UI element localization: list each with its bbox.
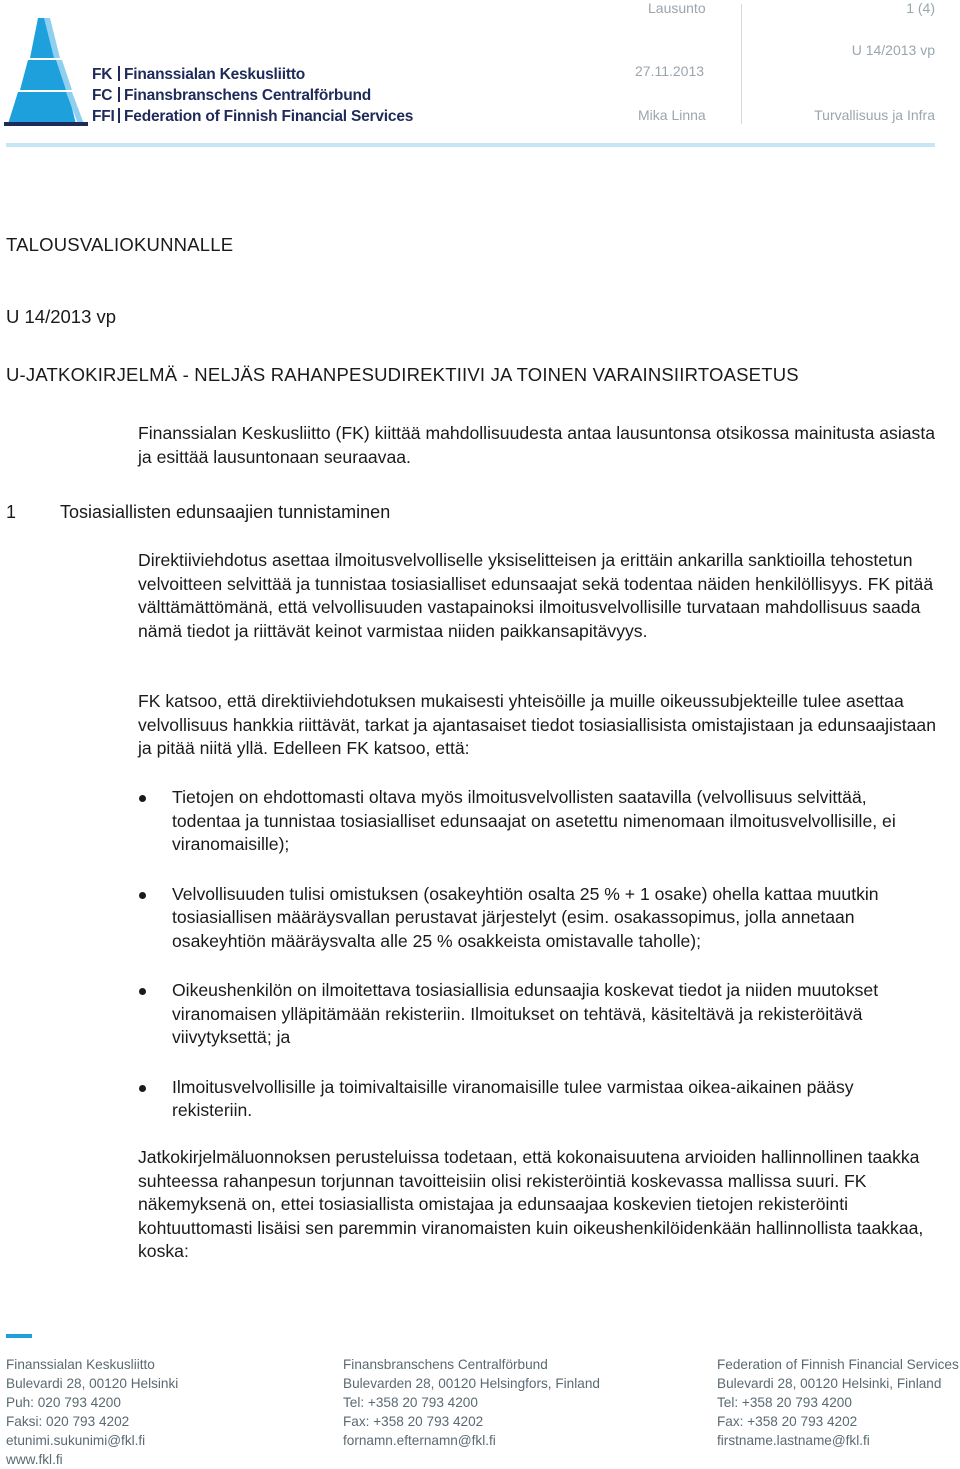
author-unit: Turvallisuus ja Infra [814,107,935,123]
bullet-list [138,786,938,1149]
doc-date: 27.11.2013 [635,63,705,79]
footer-column-en [717,1355,959,1450]
section-paragraph-3: Jatkokirjelmäluonnoksen perusteluissa todetaan, että kokonaisuutena arvioiden hallinnollinen taakka suhteessa rahanpesun torjunnan tavoitteisiin olisi rekisteröintiä koskevassa mallissa suuri. FK näkemyksenä on, ettei tosiasiallista omistajaa ja edunsaajaa koskevien tietojen rekisteröinti kohtuuttomasti lisäisi sen paremmin viranomaisten kuin oikeushenkilöidenkään hallinnollista taakkaa, koska: [138,1147,924,1261]
footer-email: fornamn.efternamn@fkl.fi [343,1433,496,1448]
footer-org-name: Finansbranschens Centralförbund [343,1357,548,1372]
footer-org-name: Finanssialan Keskusliitto [6,1357,155,1372]
document-reference: U 14/2013 vp [6,306,117,327]
intro-paragraph: Finanssialan Keskusliitto (FK) kiittää mahdollisuudesta antaa lausuntonsa otsikossa mainitusta asiasta ja esittää lausuntonaan seuraavaa. [138,423,936,467]
section-paragraph-2: FK katsoo, että direktiiviehdotuksen mukaisesti yhteisöille ja muille oikeussubjekteille tulee asettaa velvollisuus hankkia riittävät, tarkat ja ajantasaiset tiedot tosiasiallisista omistajistaan ja edunsaajistaan ja pitää niitä yllä. Edelleen FK katsoo, että: [138,691,936,758]
footer-phone: Tel: +358 20 793 4200 [717,1395,852,1410]
footer-email: firstname.lastname@fkl.fi [717,1433,870,1448]
footer-website: www.fkl.fi [6,1452,63,1467]
section-number: 1 [6,502,17,522]
list-item: Tietojen on ehdottomasti oltava myös ilmoitusvelvollisten saatavilla (velvollisuus selvittää, todentaa ja tunnistaa tosiasialliset edunsaajat on asetettu nimenomaan ilmoitusvelvollisille, ei viranomaisille); [138,786,938,857]
page-counter: 1 (4) [906,0,935,16]
header-reference: U 14/2013 vp [851,42,935,58]
bullet-icon [139,795,146,802]
section-heading [6,502,390,523]
recipient: TALOUSVALIOKUNNALLE [6,234,234,255]
footer-accent-rule [6,1334,32,1338]
footer-address: Bulevardi 28, 00120 Helsinki, Finland [717,1376,942,1391]
footer-address: Bulevardi 28, 00120 Helsinki [6,1376,179,1391]
footer-fax: Faksi: 020 793 4202 [6,1414,130,1429]
footer-phone: Puh: 020 793 4200 [6,1395,121,1410]
logo-line-ffi: FFI Federation of Finnish Financial Services [92,108,414,125]
footer-column-fi [6,1355,178,1469]
header-rule [6,143,935,147]
list-item: Ilmoitusvelvollisille ja toimivaltaisille viranomaisille tulee varmistaa oikea-aikainen pääsy rekisteriin. [138,1076,938,1123]
footer-address: Bulevarden 28, 00120 Helsingfors, Finland [343,1376,600,1391]
footer-fax: Fax: +358 20 793 4202 [343,1414,484,1429]
document-title: U-JATKOKIRJELMÄ - NELJÄS RAHANPESUDIREKTIIVI JA TOINEN VARAINSIIRTOASETUS [6,364,799,385]
footer-phone: Tel: +358 20 793 4200 [343,1395,478,1410]
organization-logo [4,18,414,128]
doc-type: Lausunto [648,0,706,16]
author-name: Mika Linna [638,107,706,123]
footer-email: etunimi.sukunimi@fkl.fi [6,1433,146,1448]
bullet-icon [139,988,146,995]
bullet-icon [139,892,146,899]
logo-line-fc: FC Finansbranschens Centralförbund [92,87,371,104]
footer-fax: Fax: +358 20 793 4202 [717,1414,858,1429]
list-item: Velvollisuuden tulisi omistuksen (osakeyhtiön osalta 25 % + 1 osake) ohella kattaa muutkin tosiasiallisen määräysvallan perustavat järjestelyt (esim. osakassopimus, jolla annetaan osakeyhtiön määräysvalta alle 25 % osakkeista omistavalle taholle); [138,883,938,954]
section-paragraph-1: Direktiiviehdotus asettaa ilmoitusvelvolliselle yksiselitteisen ja erittäin ankarilla sanktioilla tehostetun velvoitteen selvittää ja tunnistaa tosiasialliset edunsaajat sekä todentaa näiden henkilöllisyys. FK pitää välttämättömänä, että velvollisuuden vastapainoksi ilmoitusvelvollisille turvataan mahdollisuus saada nämä tiedot ja riittävät keinot varmistaa niiden paikkansapitävyys. [138,550,934,641]
footer-org-name: Federation of Finnish Financial Services [717,1357,959,1372]
logo-line-fk: FK Finanssialan Keskusliitto [92,66,306,83]
footer-column-sv [343,1355,600,1450]
header-divider [741,4,742,124]
section-title: Tosiasiallisten edunsaajien tunnistaminen [60,502,391,522]
logo-mark-icon [4,18,88,126]
list-item: Oikeushenkilön on ilmoitettava tosiasiallisia edunsaajia koskevat tiedot ja niiden muutokset viranomaisen ylläpitämään rekisteriin. Ilmoitukset on tehtävä, käsiteltävä ja rekisteröitävä viivytyksettä; ja [138,979,938,1050]
bullet-icon [139,1085,146,1092]
